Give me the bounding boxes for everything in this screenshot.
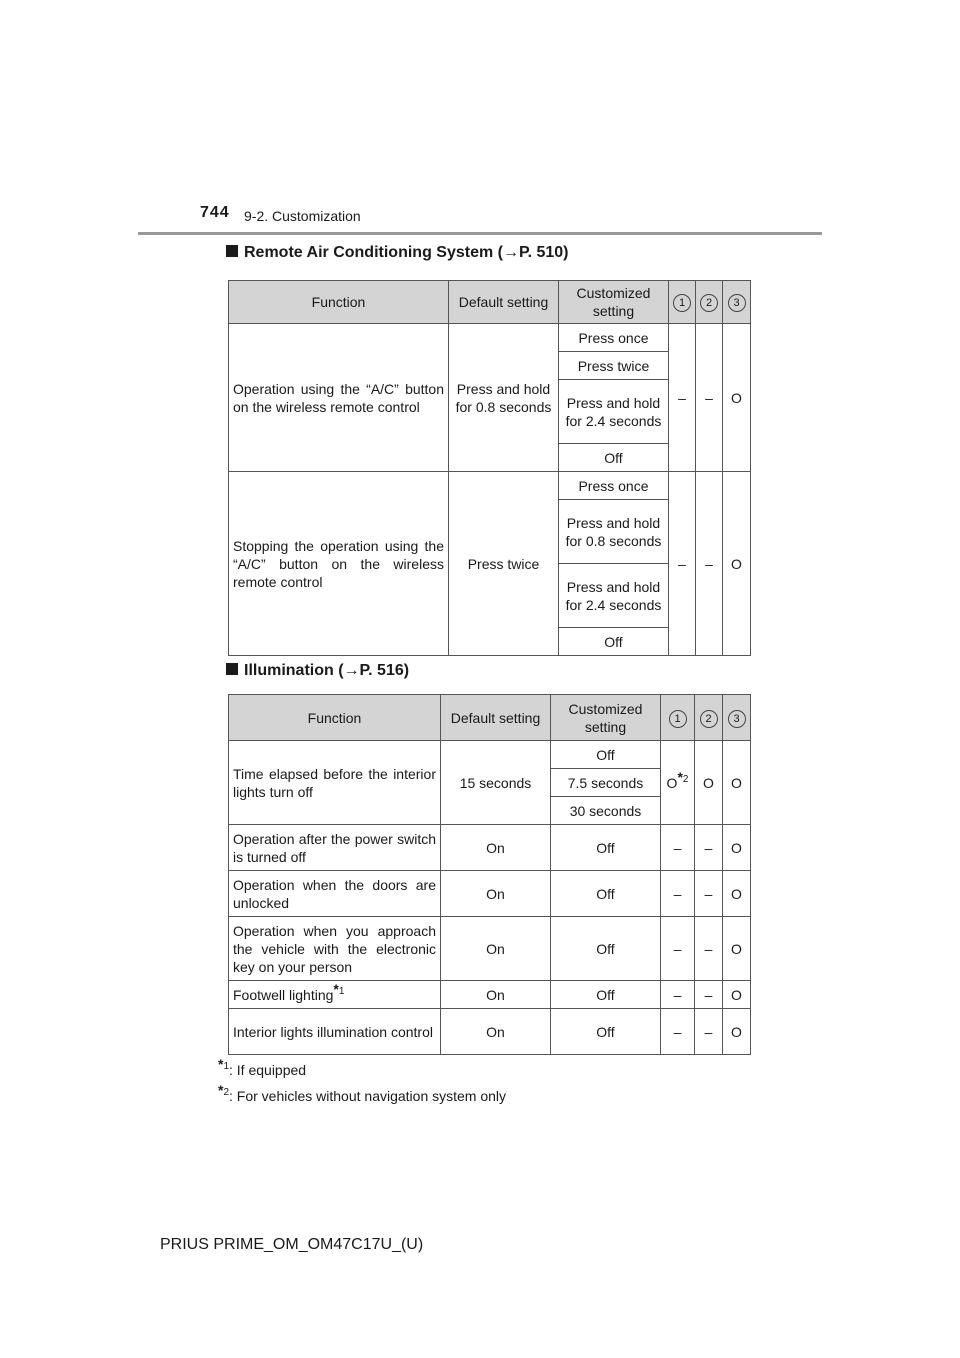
column-header-default: Default setting: [449, 281, 559, 324]
footnote-text: : If equipped: [229, 1062, 307, 1078]
default-cell: On: [441, 871, 551, 917]
option-cell: Press once: [559, 472, 669, 500]
section-heading-remote-ac: [226, 244, 569, 262]
square-bullet-icon: [226, 663, 238, 675]
option-cell: Off: [551, 741, 661, 769]
circled-2-icon: 2: [700, 710, 718, 728]
footnote-mark: [218, 1056, 230, 1073]
section-heading-illumination: [226, 662, 409, 680]
option-cell: Off: [559, 628, 669, 656]
function-cell: Operation when you approach the vehicle with the electronic key on your person: [229, 917, 441, 981]
mark-value: O: [666, 774, 678, 791]
default-cell: Press twice: [449, 472, 559, 656]
table-header-row: [229, 281, 751, 324]
option-cell: Off: [551, 981, 661, 1009]
table-row: [229, 825, 751, 871]
mark-cell-2: –: [695, 981, 723, 1009]
column-header-function: Function: [229, 695, 441, 741]
mark-cell-1: –: [661, 825, 695, 871]
page-number: 744: [200, 204, 230, 221]
mark-cell-1: –: [661, 1009, 695, 1055]
footnote-mark: [218, 1082, 230, 1099]
option-cell: Press once: [559, 324, 669, 352]
column-header-customized: Customized setting: [551, 695, 661, 741]
table-row: [229, 1009, 751, 1055]
chapter-title: 9-2. Customization: [244, 208, 361, 224]
mark-cell-2: –: [696, 324, 723, 472]
column-header-3: [723, 281, 751, 324]
footnote-number: 1: [223, 1061, 230, 1073]
page-footer: PRIUS PRIME_OM_OM47C17U_(U): [160, 1236, 424, 1253]
column-header-2: [695, 695, 723, 741]
column-header-default: Default setting: [441, 695, 551, 741]
footnote-ref: [677, 768, 689, 785]
mark-cell-3: O: [723, 871, 751, 917]
option-cell: Off: [551, 871, 661, 917]
option-cell: Off: [551, 1009, 661, 1055]
function-cell: Stopping the operation using the “A/C” button on the wireless remote control: [229, 472, 449, 656]
table-header-row: [229, 695, 751, 741]
default-cell: On: [441, 1009, 551, 1055]
footnote-text: : For vehicles without navigation system only: [229, 1088, 507, 1104]
footnote-ref: [333, 980, 345, 997]
mark-cell-3: O: [723, 741, 751, 825]
table-row: [229, 472, 751, 500]
mark-cell-3: O: [723, 472, 751, 656]
column-header-3: [723, 695, 751, 741]
default-cell: On: [441, 917, 551, 981]
mark-cell-1: [661, 741, 695, 825]
option-cell: Press and hold for 0.8 seconds: [559, 500, 669, 564]
default-cell: On: [441, 981, 551, 1009]
function-text: Footwell lighting: [233, 986, 334, 1003]
function-cell: Interior lights illumination control: [229, 1009, 441, 1055]
asterisk-icon: *: [218, 1082, 224, 1099]
option-cell: 30 seconds: [551, 797, 661, 825]
mark-cell-2: –: [696, 472, 723, 656]
column-header-1: [661, 695, 695, 741]
illumination-table: [228, 694, 751, 1055]
mark-cell-2: –: [695, 871, 723, 917]
mark-cell-3: O: [723, 981, 751, 1009]
default-cell: 15 seconds: [441, 741, 551, 825]
column-header-1: [669, 281, 696, 324]
function-cell: [229, 981, 441, 1009]
section-title: Illumination (→P. 516): [244, 662, 410, 679]
circled-1-icon: 1: [673, 294, 691, 312]
mark-cell-2: –: [695, 825, 723, 871]
default-cell: Press and hold for 0.8 seconds: [449, 324, 559, 472]
square-bullet-icon: [226, 245, 238, 257]
function-cell: Operation using the “A/C” button on the wireless remote control: [229, 324, 449, 472]
option-cell: Off: [551, 917, 661, 981]
asterisk-icon: *: [677, 768, 683, 785]
option-cell: Press twice: [559, 352, 669, 380]
mark-cell-1: –: [661, 871, 695, 917]
table-row: [229, 871, 751, 917]
table-row: [229, 917, 751, 981]
column-header-function: Function: [229, 281, 449, 324]
table-row: [229, 741, 751, 769]
footnote-number: 2: [223, 1087, 230, 1099]
circled-1-icon: 1: [669, 710, 687, 728]
mark-cell-3: O: [723, 825, 751, 871]
footnote-number: 2: [682, 773, 689, 785]
section-title: Remote Air Conditioning System (→P. 510): [244, 244, 569, 261]
option-cell: Off: [559, 444, 669, 472]
function-cell: Operation when the doors are unlocked: [229, 871, 441, 917]
mark-cell-2: –: [695, 1009, 723, 1055]
table-row: [229, 324, 751, 352]
option-cell: 7.5 seconds: [551, 769, 661, 797]
column-header-customized: Customized setting: [559, 281, 669, 324]
mark-cell-3: O: [723, 324, 751, 472]
function-cell: Operation after the power switch is turned off: [229, 825, 441, 871]
asterisk-icon: *: [218, 1056, 224, 1073]
mark-cell-2: –: [695, 917, 723, 981]
circled-3-icon: 3: [728, 710, 746, 728]
footnote-1: [218, 1056, 307, 1078]
footnote-2: [218, 1082, 507, 1104]
mark-cell-2: O: [695, 741, 723, 825]
column-header-2: [696, 281, 723, 324]
option-cell: Press and hold for 2.4 seconds: [559, 380, 669, 444]
default-cell: On: [441, 825, 551, 871]
option-cell: Off: [551, 825, 661, 871]
remote-ac-table: [228, 280, 751, 656]
mark-cell-3: O: [723, 1009, 751, 1055]
header-divider: [138, 232, 822, 235]
function-cell: Time elapsed before the interior lights turn off: [229, 741, 441, 825]
circled-3-icon: 3: [728, 294, 746, 312]
asterisk-icon: *: [333, 980, 339, 997]
circled-2-icon: 2: [700, 294, 718, 312]
mark-cell-1: –: [669, 472, 696, 656]
mark-cell-3: O: [723, 917, 751, 981]
option-cell: Press and hold for 2.4 seconds: [559, 564, 669, 628]
mark-cell-1: –: [669, 324, 696, 472]
table-row: [229, 981, 751, 1009]
footnote-number: 1: [338, 985, 345, 997]
mark-cell-1: –: [661, 917, 695, 981]
mark-cell-1: –: [661, 981, 695, 1009]
